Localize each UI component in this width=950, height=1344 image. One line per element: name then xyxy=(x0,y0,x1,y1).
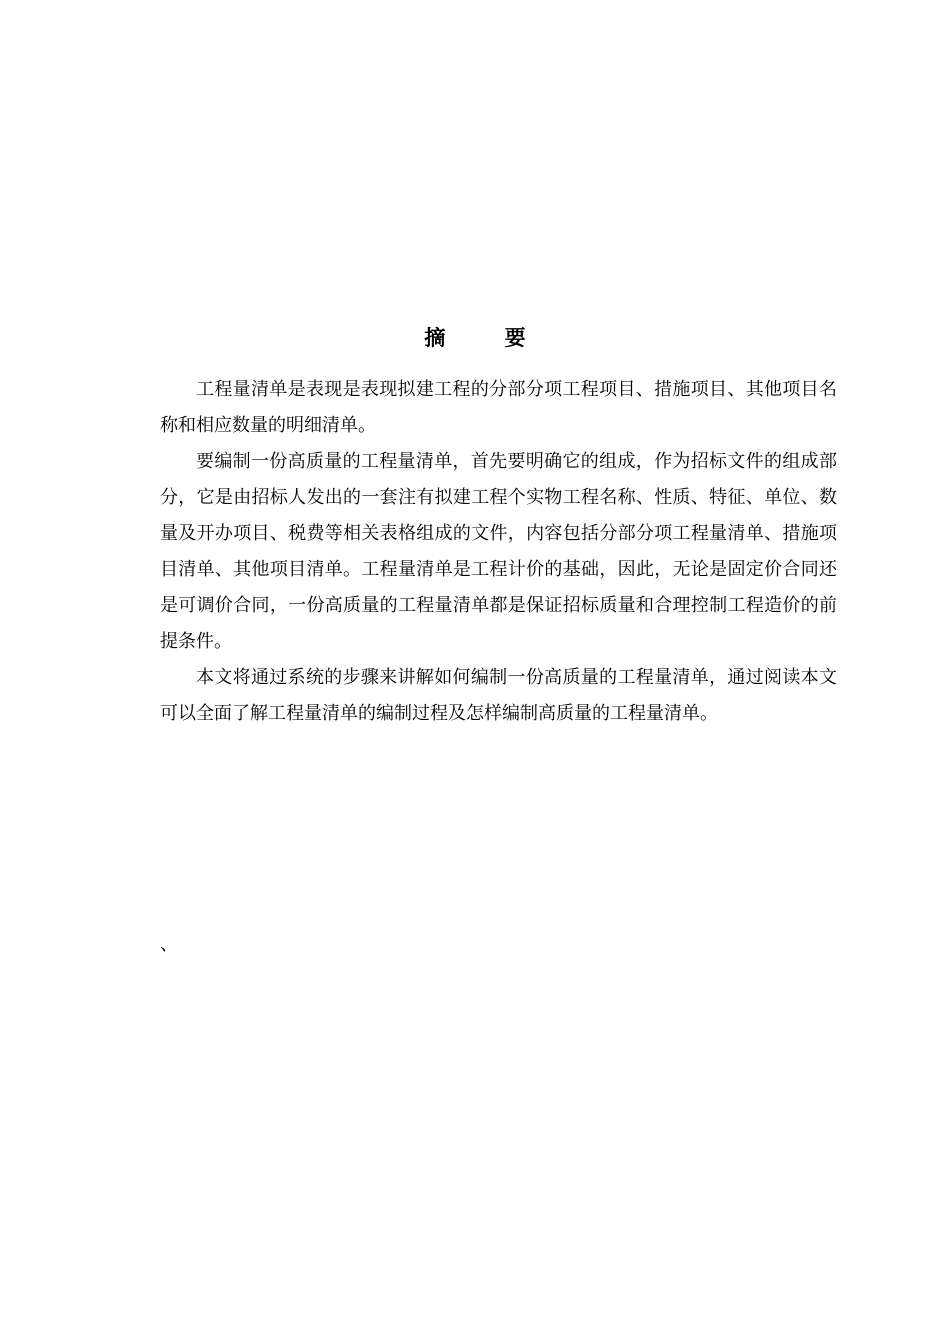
paragraph: 要编制一份高质量的工程量清单，首先要明确它的组成，作为招标文件的组成部分，它是由招标人发出的一套注有拟建工程个实物工程名称、性质、特征、单位、数量及开办项目、税费等相关表格组成的文件，内容包括分部分项工程量清单、措施项目清单、其他项目清单。工程量清单是工程计价的基础，因此，无论是固定价合同还是可调价合同，一份高质量的工程量清单都是保证招标质量和合理控制工程造价的前提条件。 xyxy=(160,451,837,652)
paragraph: 本文将通过系统的步骤来讲解如何编制一份高质量的工程量清单，通过阅读本文可以全面了解工程量清单的编制过程及怎样编制高质量的工程量清单。 xyxy=(160,667,837,724)
stray-punctuation-mark: 、 xyxy=(160,934,178,955)
page-title: 摘 要 xyxy=(424,326,552,350)
abstract-body xyxy=(160,372,837,732)
paragraph: 工程量清单是表现是表现拟建工程的分部分项工程项目、措施项目、其他项目名称和相应数量的明细清单。 xyxy=(160,379,837,436)
